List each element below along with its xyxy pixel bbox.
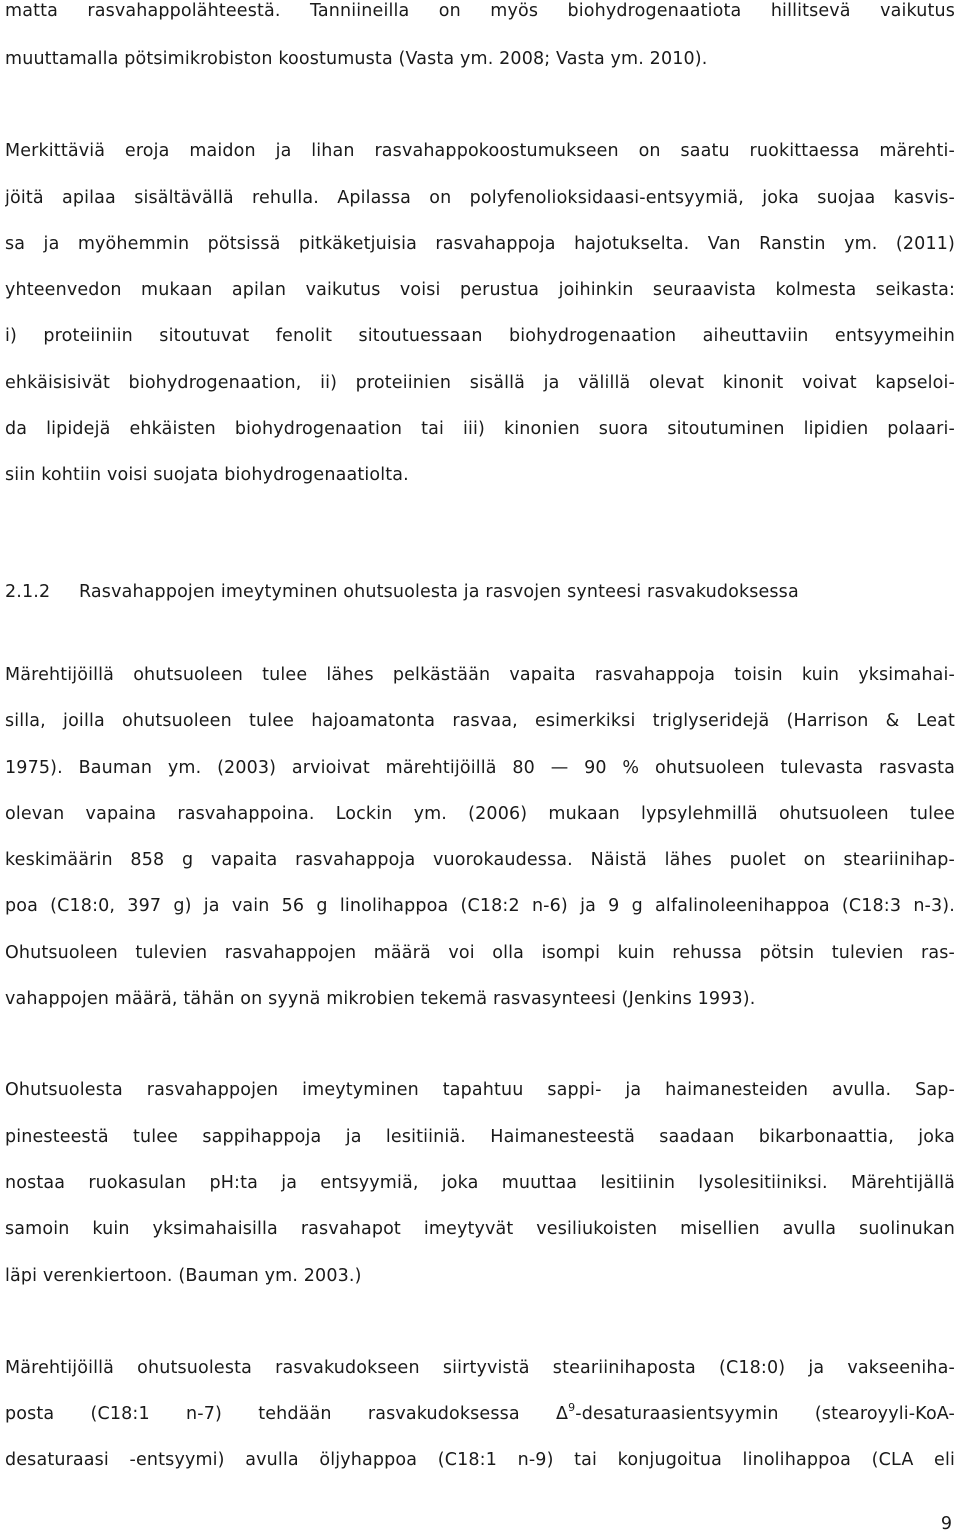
paragraph-line: silla, joilla ohutsuoleen tulee hajoamatonta rasvaa, esimerkiksi triglyseridejä (Harrison & Leat: [5, 711, 955, 731]
paragraph-line: vahappojen määrä, tähän on syynä mikrobien tekemä rasvasynteesi (Jenkins 1993).: [5, 989, 756, 1009]
paragraph-line: läpi verenkiertoon. (Bauman ym. 2003.): [5, 1266, 362, 1286]
paragraph-line: jöitä apilaa sisältävällä rehulla. Apilassa on polyfenolioksidaasi-entsyymiä, joka suojaa kasvis-: [5, 188, 955, 208]
paragraph-line: i) proteiiniin sitoutuvat fenolit sitoutuessaan biohydrogenaation aiheuttaviin entsyymeihin: [5, 326, 955, 346]
paragraph-line: Ohutsuolesta rasvahappojen imeytyminen tapahtuu sappi- ja haimanesteiden avulla. Sap-: [5, 1080, 955, 1100]
section-number: 2.1.2: [5, 582, 51, 602]
paragraph-line: [5, 1402, 955, 1426]
paragraph-line: poa (C18:0, 397 g) ja vain 56 g linolihappoa (C18:2 n-6) ja 9 g alfalinoleenihappoa (C18:3 n-3).: [5, 896, 955, 916]
paragraph-line: keskimäärin 858 g vapaita rasvahappoja vuorokaudessa. Näistä lähes puolet on steariinihap-: [5, 850, 955, 870]
delta-suffix: -desaturaasientsyymin (stearoyyli-KoA-: [575, 1404, 955, 1424]
paragraph-line: yhteenvedon mukaan apilan vaikutus voisi perustua joihinkin seuraavista kolmesta seikasta:: [5, 280, 955, 300]
paragraph-line: Märehtijöillä ohutsuolesta rasvakudokseen siirtyvistä steariinihaposta (C18:0) ja vakseeniha-: [5, 1358, 955, 1378]
paragraph-line: siin kohtiin voisi suojata biohydrogenaatiolta.: [5, 465, 409, 485]
paragraph-line: 1975). Bauman ym. (2003) arvioivat märehtijöillä 80 — 90 % ohutsuoleen tulevasta rasvasta: [5, 758, 955, 778]
delta-superscript: 9: [568, 1402, 576, 1414]
paragraph-line: Märehtijöillä ohutsuoleen tulee lähes pelkästään vapaita rasvahappoja toisin kuin yksimahai-: [5, 665, 955, 685]
paragraph-line: matta rasvahappolähteestä. Tanniineilla on myös biohydrogenaatiota hillitsevä vaikutus: [5, 1, 955, 21]
section-title: Rasvahappojen imeytyminen ohutsuolesta ja rasvojen synteesi rasvakudoksessa: [79, 582, 799, 602]
paragraph-line: sa ja myöhemmin pötsissä pitkäketjuisia rasvahappoja hajotukselta. Van Ranstin ym. (2011): [5, 234, 955, 254]
paragraph-line: samoin kuin yksimahaisilla rasvahapot imeytyvät vesiliukoisten misellien avulla suolinukan: [5, 1219, 955, 1239]
delta-prefix: posta (C18:1 n-7) tehdään rasvakudoksessa Δ: [5, 1404, 569, 1424]
paragraph-line: pinesteestä tulee sappihappoja ja lesitiiniä. Haimanesteestä saadaan bikarbonaattia, joka: [5, 1127, 955, 1147]
paragraph-line: da lipidejä ehkäisten biohydrogenaation tai iii) kinonien suora sitoutuminen lipidien polaari-: [5, 419, 955, 439]
paragraph-line: Ohutsuoleen tulevien rasvahappojen määrä voi olla isompi kuin rehussa pötsin tulevien ras-: [5, 943, 955, 963]
paragraph-line: olevan vapaina rasvahappoina. Lockin ym. (2006) mukaan lypsylehmillä ohutsuoleen tulee: [5, 804, 955, 824]
paragraph-line: Merkittäviä eroja maidon ja lihan rasvahappokoostumukseen on saatu ruokittaessa märehti-: [5, 141, 955, 161]
section-heading: [5, 580, 799, 604]
paragraph-line: nostaa ruokasulan pH:ta ja entsyymiä, joka muuttaa lesitiinin lysolesitiiniksi. Märehtijällä: [5, 1173, 955, 1193]
paragraph-line: muuttamalla pötsimikrobiston koostumusta (Vasta ym. 2008; Vasta ym. 2010).: [5, 49, 708, 69]
paragraph-line: desaturaasi -entsyymi) avulla öljyhappoa (C18:1 n-9) tai konjugoitua linolihappoa (CLA eli: [5, 1450, 955, 1470]
page-number: 9: [940, 1514, 952, 1534]
paragraph-line: ehkäisisivät biohydrogenaation, ii) proteiinien sisällä ja välillä olevat kinonit voivat kapseloi-: [5, 373, 955, 393]
